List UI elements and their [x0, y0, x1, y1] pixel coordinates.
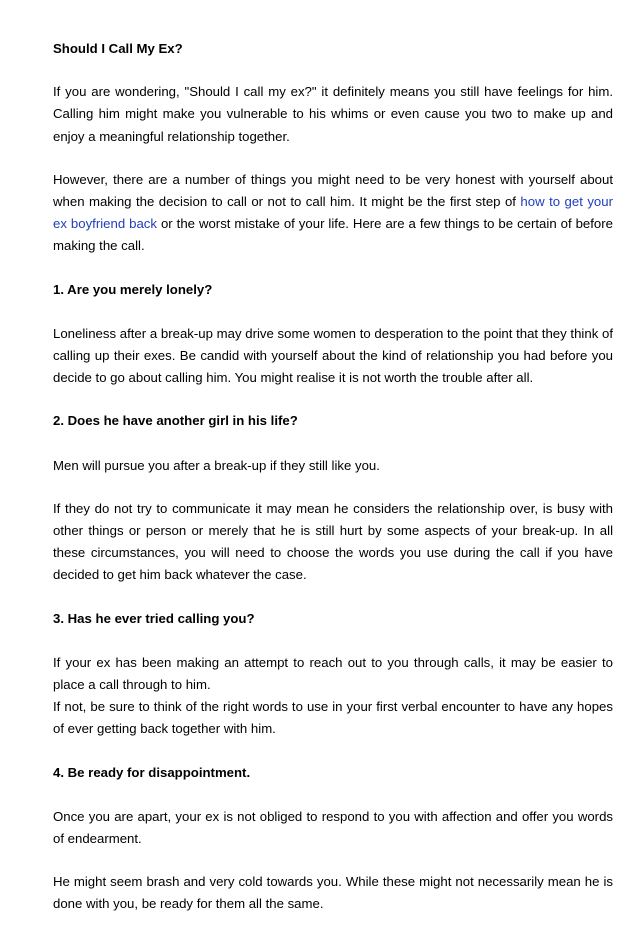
section-1-paragraph-1: Loneliness after a break-up may drive some women to desperation to the point that they think of calling up their exes. Be candid with yourself about the kind of relationship you had before you decide to go about calling him. You might realise it is not worth the trouble after all.: [53, 325, 613, 386]
intro-paragraph-2: [53, 169, 613, 258]
section-3-heading: 3. Has he ever tried calling you?: [53, 610, 255, 626]
document-page: [53, 38, 613, 937]
section-2-paragraph-1: Men will pursue you after a break-up if they still like you.: [53, 457, 380, 473]
section-3-paragraph-2: If not, be sure to think of the right words to use in your first verbal encounter to have any hopes of ever getting back together with him.: [53, 699, 613, 737]
section-2-paragraph-2: If they do not try to communicate it may mean he considers the relationship over, is busy with other things or person or merely that he is still hurt by some aspects of your break-up. In all these circumstances, you will need to choose the words you use during the call if you have decided to get him back whatever the case.: [53, 500, 613, 583]
section-2-heading: 2. Does he have another girl in his life?: [53, 413, 298, 429]
section-4-heading: 4. Be ready for disappointment.: [53, 764, 251, 780]
section-3-paragraph-1: If your ex has been making an attempt to reach out to you through calls, it may be easier to place a call through to him.: [53, 654, 613, 693]
section-1-heading: 1. Are you merely lonely?: [53, 281, 213, 297]
intro-paragraph-2-text-after: or the worst mistake of your life. Here are a few things to be certain of before making the call.: [53, 216, 613, 254]
document-title: Should I Call My Ex?: [53, 41, 183, 56]
get-ex-back-link[interactable]: how to get your ex boyfriend back: [53, 194, 613, 232]
section-4-paragraph-2: He might seem brash and very cold towards you. While these might not necessarily mean he is done with you, be ready for them all the same.: [53, 874, 613, 912]
intro-paragraph-1: If you are wondering, "Should I call my ex?" it definitely means you still have feelings for him. Calling him might make you vulnerable to his whims or even cause you two to make up and enjoy a meaningful relationship together.: [53, 84, 613, 144]
section-4-paragraph-1: Once you are apart, your ex is not obliged to respond to you with affection and offer you words of endearment.: [53, 808, 613, 847]
intro-paragraph-2-text-before: However, there are a number of things you might need to be very honest with yourself about when making the decision to call or not to call him. It might be the first step of: [53, 171, 613, 210]
